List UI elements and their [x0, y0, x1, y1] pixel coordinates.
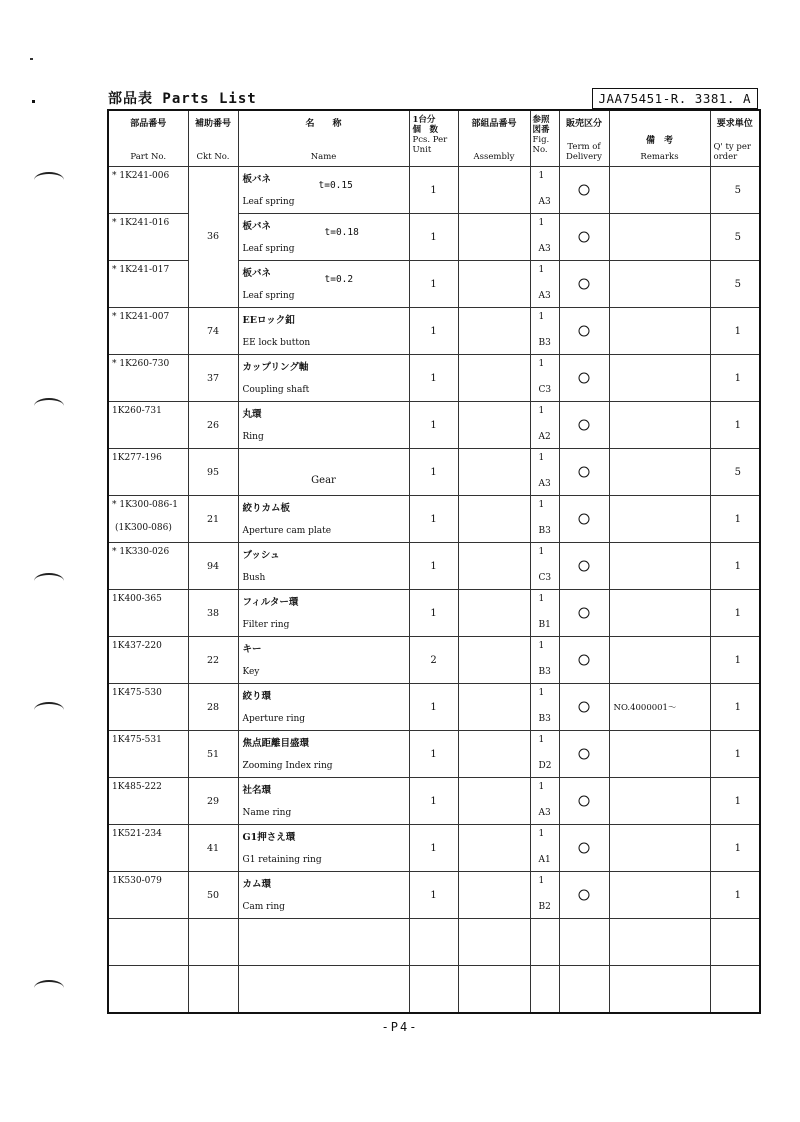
empty-cell: [108, 919, 188, 966]
delivery-circle-icon: [579, 467, 590, 478]
col-header-assembly: [458, 110, 530, 167]
scan-speck: [30, 58, 33, 60]
fig-number: 1: [538, 735, 545, 745]
empty-cell: [559, 919, 609, 966]
qty-per-order: 1: [734, 419, 741, 431]
pcs-per-unit: 1: [430, 513, 437, 525]
qty-per-order: 5: [734, 278, 741, 290]
assembly-number: [459, 496, 530, 542]
col-header-term-of-delivery: [559, 110, 609, 167]
empty-cell: [458, 919, 530, 966]
binder-hole-mark: [34, 702, 64, 718]
fig-grid-ref: B2: [538, 902, 551, 912]
pcs-per-unit: 1: [430, 419, 437, 431]
delivery-circle-icon: [579, 373, 590, 384]
col-header-en: Assembly: [473, 152, 515, 162]
assembly-number: [459, 684, 530, 730]
part-spec: t=0.18: [324, 227, 359, 238]
part-name-en: Gear: [311, 475, 336, 486]
fig-grid-ref: A3: [538, 244, 551, 254]
binder-hole-mark: [34, 398, 64, 414]
table-row: [108, 731, 760, 778]
assembly-number: [459, 825, 530, 871]
delivery-circle-icon: [579, 420, 590, 431]
col-header-remarks: [609, 110, 710, 167]
part-number: * 1K241-017: [112, 265, 170, 275]
col-header-en: Term of: [567, 142, 601, 152]
delivery-circle-icon: [579, 796, 590, 807]
part-name-jp: フィルター環: [242, 597, 299, 608]
delivery-circle-icon: [579, 326, 590, 337]
part-name-en: Bush: [242, 573, 266, 583]
part-name-en: Leaf spring: [242, 197, 295, 207]
part-name-en: G1 retaining ring: [242, 855, 322, 865]
part-name-jp: 絞り環: [242, 691, 272, 702]
fig-grid-ref: A3: [538, 479, 551, 489]
empty-cell: [108, 966, 188, 1014]
col-header-jp: 個 数: [412, 125, 439, 135]
col-header-ckt-no: [188, 110, 238, 167]
pcs-per-unit: 1: [430, 231, 437, 243]
fig-grid-ref: A3: [538, 808, 551, 818]
empty-row: [108, 966, 760, 1014]
qty-per-order: 5: [734, 466, 741, 478]
table-row: [108, 590, 760, 637]
fig-grid-ref: D2: [538, 761, 552, 771]
qty-per-order: 5: [734, 231, 741, 243]
col-header-en: Fig.: [532, 135, 550, 145]
pcs-per-unit: 1: [430, 842, 437, 854]
ckt-number: 29: [206, 795, 220, 807]
part-number: 1K277-196: [112, 453, 162, 463]
delivery-circle-icon: [579, 843, 590, 854]
col-header-part-no: [108, 110, 188, 167]
fig-number: 1: [538, 641, 545, 651]
ckt-number: 50: [206, 889, 220, 901]
qty-per-order: 1: [734, 372, 741, 384]
qty-per-order: 1: [734, 701, 741, 713]
fig-number: 1: [538, 782, 545, 792]
assembly-number: [459, 308, 530, 354]
assembly-number: [459, 355, 530, 401]
part-name-en: Name ring: [242, 808, 292, 818]
assembly-number: [459, 167, 530, 213]
fig-number: 1: [538, 312, 545, 322]
ckt-number: 41: [206, 842, 220, 854]
title-row: [108, 88, 758, 108]
fig-number: 1: [538, 547, 545, 557]
col-header-name: [238, 110, 409, 167]
fig-number: 1: [538, 594, 545, 604]
col-header-en: order: [713, 152, 738, 162]
empty-cell: [458, 966, 530, 1014]
assembly-number: [459, 778, 530, 824]
ckt-number: 37: [206, 372, 220, 384]
fig-grid-ref: C3: [538, 573, 552, 583]
col-header-en: Remarks: [640, 152, 679, 162]
delivery-circle-icon: [579, 185, 590, 196]
empty-cell: [710, 966, 760, 1014]
ckt-number: 26: [206, 419, 220, 431]
part-number: * 1K241-006: [112, 171, 170, 181]
col-header-en: Ckt No.: [196, 152, 230, 162]
part-number: 1K475-530: [112, 688, 162, 698]
delivery-circle-icon: [579, 561, 590, 572]
part-name-en: Zooming Index ring: [242, 761, 333, 771]
part-name-en: Ring: [242, 432, 264, 442]
qty-per-order: 1: [734, 795, 741, 807]
part-name-en: Coupling shaft: [242, 385, 310, 395]
table-row: [108, 872, 760, 919]
col-header-jp: 部組品番号: [471, 119, 517, 129]
pcs-per-unit: 1: [430, 795, 437, 807]
fig-grid-ref: A2: [538, 432, 551, 442]
part-name-en: Filter ring: [242, 620, 290, 630]
assembly-number: [459, 402, 530, 448]
empty-cell: [609, 919, 710, 966]
table-row: [108, 543, 760, 590]
part-number: 1K530-079: [112, 876, 162, 886]
part-name-en: Cam ring: [242, 902, 285, 912]
empty-cell: [409, 919, 458, 966]
scan-speck: [32, 100, 35, 103]
fig-number: 1: [538, 876, 545, 886]
fig-grid-ref: B3: [538, 338, 551, 348]
fig-grid-ref: A3: [538, 197, 551, 207]
pcs-per-unit: 2: [430, 654, 437, 666]
page-title: 部品表 Parts List: [108, 91, 257, 107]
delivery-circle-icon: [579, 702, 590, 713]
fig-grid-ref: B3: [538, 714, 551, 724]
assembly-number: [459, 590, 530, 636]
fig-grid-ref: A3: [538, 291, 551, 301]
part-name-jp: 丸環: [242, 409, 262, 420]
part-number-old: (1K300-086): [115, 523, 172, 533]
col-header-jp: 部品番号: [130, 119, 167, 129]
col-header-en: Unit: [412, 145, 432, 155]
delivery-circle-icon: [579, 608, 590, 619]
pcs-per-unit: 1: [430, 278, 437, 290]
col-header-jp: 1台分: [412, 115, 436, 125]
qty-per-order: 5: [734, 184, 741, 196]
ckt-number: 21: [206, 513, 220, 525]
delivery-circle-icon: [579, 279, 590, 290]
part-number: 1K260-731: [112, 406, 162, 416]
part-number: 1K521-234: [112, 829, 162, 839]
fig-number: 1: [538, 688, 545, 698]
part-number: * 1K241-016: [112, 218, 170, 228]
delivery-circle-icon: [579, 232, 590, 243]
table-row: [108, 825, 760, 872]
remarks: NO.4000001～: [613, 703, 677, 713]
part-number: * 1K241-007: [112, 312, 170, 322]
empty-cell: [530, 919, 559, 966]
ckt-number: 74: [206, 325, 220, 337]
table-row: [108, 496, 760, 543]
col-header-en: Q' ty per: [713, 142, 751, 152]
table-row: [108, 684, 760, 731]
ckt-number: 94: [206, 560, 220, 572]
part-number: 1K437-220: [112, 641, 162, 651]
part-number: * 1K260-730: [112, 359, 170, 369]
document-number: JAA75451-R. 3381. A: [592, 88, 759, 109]
part-spec: t=0.15: [318, 180, 353, 191]
table-row: [108, 167, 760, 214]
table-row: [108, 308, 760, 355]
col-header-jp: 補助番号: [194, 119, 231, 129]
part-name-jp: 焦点距離目盛環: [242, 738, 310, 749]
table-row: [108, 778, 760, 825]
delivery-circle-icon: [579, 890, 590, 901]
binder-hole-mark: [34, 980, 64, 996]
table-row: [108, 449, 760, 496]
ckt-number: 36: [206, 230, 220, 242]
fig-number: 1: [538, 265, 545, 275]
part-name-jp: 板バネ: [242, 268, 272, 279]
qty-per-order: 1: [734, 560, 741, 572]
qty-per-order: 1: [734, 654, 741, 666]
table-row: [108, 355, 760, 402]
ckt-number: 51: [206, 748, 220, 760]
part-name-en: Key: [242, 667, 260, 677]
table-row: [108, 637, 760, 684]
empty-cell: [559, 966, 609, 1014]
fig-number: 1: [538, 453, 545, 463]
empty-cell: [409, 966, 458, 1014]
part-number: * 1K330-026: [112, 547, 170, 557]
qty-per-order: 1: [734, 513, 741, 525]
col-header-pcs-per-unit: [409, 110, 458, 167]
assembly-number: [459, 731, 530, 777]
part-name-jp: G1押さえ環: [242, 832, 296, 843]
fig-grid-ref: C3: [538, 385, 552, 395]
assembly-number: [459, 872, 530, 918]
pcs-per-unit: 1: [430, 372, 437, 384]
part-name-jp: EEロック釦: [242, 315, 295, 326]
pcs-per-unit: 1: [430, 184, 437, 196]
empty-row: [108, 919, 760, 966]
pcs-per-unit: 1: [430, 748, 437, 760]
delivery-circle-icon: [579, 749, 590, 760]
fig-grid-ref: B3: [538, 526, 551, 536]
pcs-per-unit: 1: [430, 560, 437, 572]
qty-per-order: 1: [734, 842, 741, 854]
part-name-en: EE lock button: [242, 338, 311, 348]
col-header-jp: 販売区分: [565, 119, 602, 129]
qty-per-order: 1: [734, 607, 741, 619]
qty-per-order: 1: [734, 325, 741, 337]
empty-cell: [188, 966, 238, 1014]
table-row: [108, 402, 760, 449]
col-header-jp: 名 称: [305, 119, 342, 129]
part-name-en: Leaf spring: [242, 291, 295, 301]
fig-number: 1: [538, 359, 545, 369]
part-name-jp: 絞りカム板: [242, 503, 291, 514]
pcs-per-unit: 1: [430, 607, 437, 619]
col-header-qty-per-order: [710, 110, 760, 167]
part-spec: t=0.2: [324, 274, 354, 285]
part-number: * 1K300-086-1: [112, 500, 178, 510]
qty-per-order: 1: [734, 889, 741, 901]
col-header-jp: 備 考: [645, 136, 673, 146]
binder-hole-mark: [34, 172, 64, 188]
fig-number: 1: [538, 829, 545, 839]
empty-cell: [238, 919, 409, 966]
part-name-jp: 板バネ: [242, 174, 272, 185]
part-name-jp: キー: [242, 644, 262, 655]
col-header-jp: 図番: [532, 125, 550, 135]
part-name-jp: 板バネ: [242, 221, 272, 232]
assembly-number: [459, 261, 530, 307]
assembly-number: [459, 214, 530, 260]
pcs-per-unit: 1: [430, 325, 437, 337]
col-header-jp: 要求単位: [716, 119, 753, 129]
ckt-number: 95: [206, 466, 220, 478]
fig-number: 1: [538, 218, 545, 228]
part-name-en: Leaf spring: [242, 244, 295, 254]
table-header-row: [108, 110, 760, 167]
part-name-en: Aperture ring: [242, 714, 306, 724]
part-number: 1K475-531: [112, 735, 162, 745]
fig-grid-ref: B3: [538, 667, 551, 677]
pcs-per-unit: 1: [430, 701, 437, 713]
part-name-jp: カップリング軸: [242, 362, 309, 373]
col-header-en: Pcs. Per: [412, 135, 448, 145]
assembly-number: [459, 637, 530, 683]
col-header-jp: 参照: [532, 115, 550, 125]
ckt-number: 28: [206, 701, 220, 713]
part-name-jp: カム環: [242, 879, 272, 890]
col-header-en: Name: [310, 152, 337, 162]
fig-grid-ref: A1: [538, 855, 551, 865]
empty-cell: [609, 966, 710, 1014]
empty-cell: [530, 966, 559, 1014]
pcs-per-unit: 1: [430, 889, 437, 901]
col-header-en: No.: [532, 145, 548, 155]
fig-grid-ref: B1: [538, 620, 551, 630]
page-number: -P4-: [381, 1020, 419, 1034]
ckt-number: 22: [206, 654, 220, 666]
parts-list-table: [107, 109, 761, 1014]
col-header-en: Delivery: [566, 152, 602, 162]
binder-hole-mark: [34, 573, 64, 589]
fig-number: 1: [538, 406, 545, 416]
col-header-en: Part No.: [130, 152, 167, 162]
part-name-jp: ブッシュ: [242, 550, 280, 561]
ckt-number: 38: [206, 607, 220, 619]
empty-cell: [188, 919, 238, 966]
col-header-fig-no: [530, 110, 559, 167]
part-name-jp: 社名環: [242, 785, 272, 796]
pcs-per-unit: 1: [430, 466, 437, 478]
delivery-circle-icon: [579, 655, 590, 666]
fig-number: 1: [538, 500, 545, 510]
assembly-number: [459, 543, 530, 589]
part-number: 1K400-365: [112, 594, 162, 604]
part-number: 1K485-222: [112, 782, 162, 792]
fig-number: 1: [538, 171, 545, 181]
delivery-circle-icon: [579, 514, 590, 525]
empty-cell: [710, 919, 760, 966]
part-name-en: Aperture cam plate: [242, 526, 332, 536]
assembly-number: [459, 449, 530, 495]
empty-cell: [238, 966, 409, 1014]
qty-per-order: 1: [734, 748, 741, 760]
